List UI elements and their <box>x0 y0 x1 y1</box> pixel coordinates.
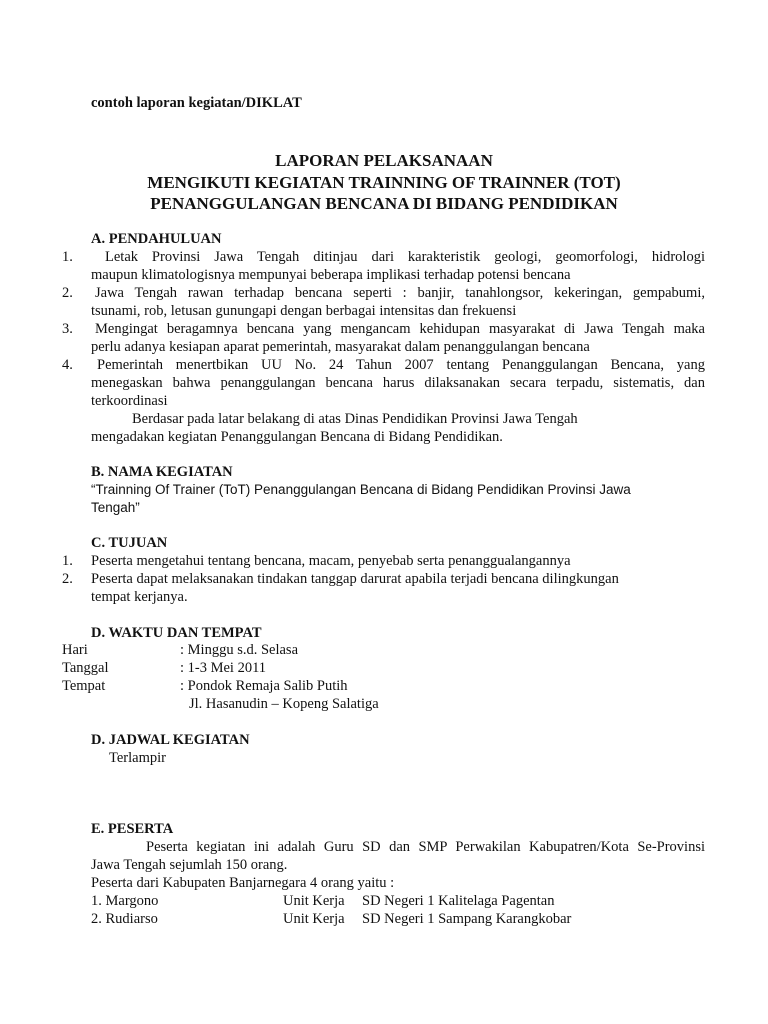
participant-name: 2. Rudiarso <box>91 911 158 927</box>
list-item-line: menegaskan bahwa penanggulangan bencana harus dilaksanakan secara terpadu, sistematis, dan <box>91 375 705 391</box>
closing-paragraph-line: mengadakan kegiatan Penanggulangan Bencana di Bidang Pendidikan. <box>91 429 503 445</box>
detail-label: Tanggal <box>62 660 109 676</box>
list-item-line: Pemerintah menertbikan UU No. 24 Tahun 2007 tentang Penanggulangan Bencana, yang <box>97 357 705 373</box>
list-number: 3. <box>62 321 73 337</box>
list-item-line: terkoordinasi <box>91 393 168 409</box>
participant-unit: SD Negeri 1 Kalitelaga Pagentan <box>362 893 555 909</box>
detail-label: Tempat <box>62 678 106 694</box>
participant-name: 1. Margono <box>91 893 159 909</box>
participants-paragraph-line: Jawa Tengah sejumlah 150 orang. <box>91 857 288 873</box>
section-c-heading: C. TUJUAN <box>91 535 168 551</box>
title-line-1: LAPORAN PELAKSANAAN <box>275 151 493 170</box>
section-b-heading: B. NAMA KEGIATAN <box>91 464 233 480</box>
closing-paragraph-line: Berdasar pada latar belakang di atas Dinas Pendidikan Provinsi Jawa Tengah <box>132 411 578 427</box>
list-item-line: Peserta dapat melaksanakan tindakan tanggap darurat apabila terjadi bencana dilingkungan <box>91 571 619 587</box>
participant-unit-label: Unit Kerja <box>283 893 345 909</box>
participant-unit-label: Unit Kerja <box>283 911 345 927</box>
list-number: 1. <box>62 553 73 569</box>
list-item-line: tempat kerjanya. <box>91 589 188 605</box>
detail-label: Hari <box>62 642 88 658</box>
list-item-line: Peserta mengetahui tentang bencana, macam, penyebab serta penanggualangannya <box>91 553 571 569</box>
list-item-line: Letak Provinsi Jawa Tengah ditinjau dari karakteristik geologi, geomorfologi, hidrologi <box>105 249 705 265</box>
detail-value: : Pondok Remaja Salib Putih <box>180 678 348 694</box>
participants-paragraph-line: Peserta kegiatan ini adalah Guru SD dan SMP Perwakilan Kabupatren/Kota Se-Provinsi <box>146 839 705 855</box>
list-number: 2. <box>62 285 73 301</box>
list-number: 1. <box>62 249 73 265</box>
list-number: 2. <box>62 571 73 587</box>
list-item-line: Jawa Tengah rawan terhadap bencana seperti : banjir, tanahlongsor, kekeringan, gempabumi, <box>95 285 705 301</box>
participant-unit: SD Negeri 1 Sampang Karangkobar <box>362 911 572 927</box>
detail-value: : Minggu s.d. Selasa <box>180 642 299 658</box>
document-header: contoh laporan kegiatan/DIKLAT <box>91 95 302 111</box>
list-item-line: tsunami, rob, letusan gunungapi dengan berbagai intensitas dan frekuensi <box>91 303 517 319</box>
activity-name-line: Tengah” <box>91 500 140 515</box>
participants-intro: Peserta dari Kabupaten Banjarnegara 4 orang yaitu : <box>91 875 395 891</box>
list-item-line: Mengingat beragamnya bencana yang mengancam kehidupan masyarakat di Jawa Tengah maka <box>95 321 705 337</box>
schedule-text: Terlampir <box>109 750 166 766</box>
section-e-heading: E. PESERTA <box>91 821 174 837</box>
title-line-3: PENANGGULANGAN BENCANA DI BIDANG PENDIDIKAN <box>150 194 618 213</box>
detail-value: : 1-3 Mei 2011 <box>180 660 267 676</box>
section-a-heading: A. PENDAHULUAN <box>91 231 222 247</box>
list-number: 4. <box>62 357 73 373</box>
list-item-line: maupun klimatologisnya mempunyai beberapa implikasi terhadap potensi bencana <box>91 267 571 283</box>
activity-name-line: “Trainning Of Trainer (ToT) Penanggulangan Bencana di Bidang Pendidikan Provinsi Jawa <box>91 482 631 497</box>
list-item-line: perlu adanya kesiapan aparat pemerintah, masyarakat dalam penanggulangan bencana <box>91 339 590 355</box>
section-d-time-place-heading: D. WAKTU DAN TEMPAT <box>91 625 262 641</box>
address-line: Jl. Hasanudin – Kopeng Salatiga <box>189 696 379 712</box>
title-line-2: MENGIKUTI KEGIATAN TRAINNING OF TRAINNER (TOT) <box>147 173 621 192</box>
section-d-schedule-heading: D. JADWAL KEGIATAN <box>91 732 250 748</box>
